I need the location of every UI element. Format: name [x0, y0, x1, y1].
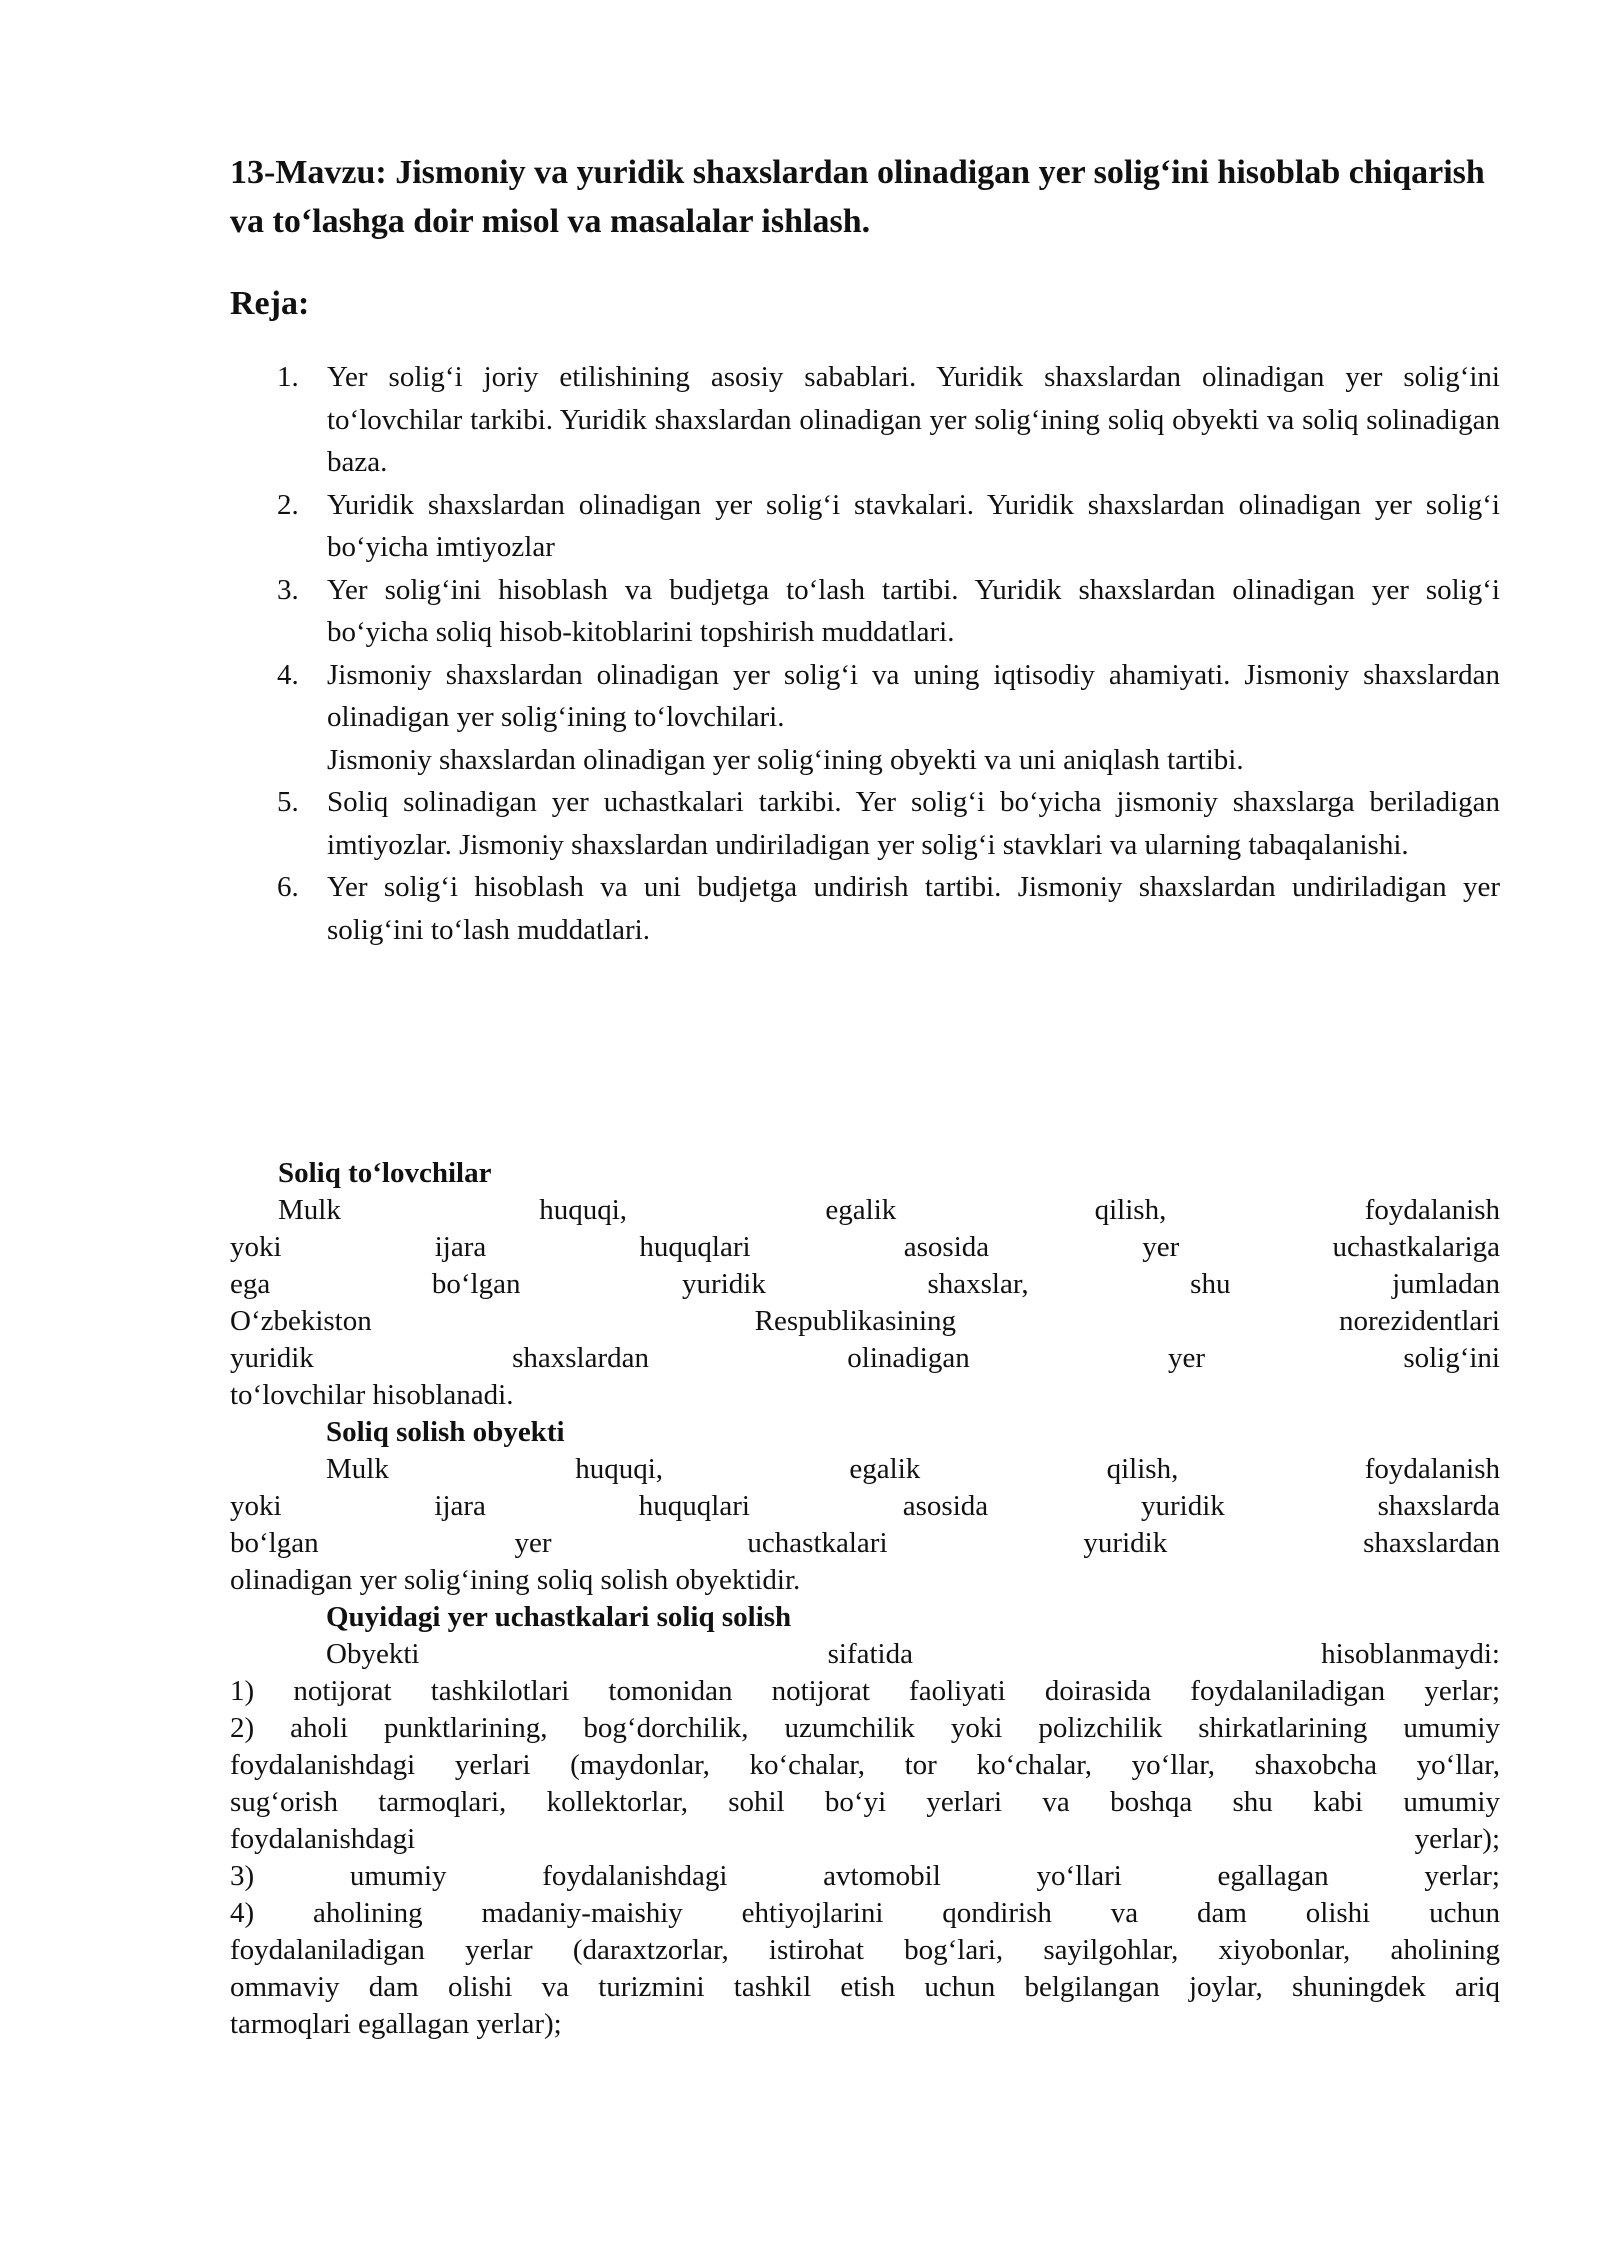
paragraph-line: 4) aholining madaniy-maishiy ehtiyojlarini qondirish va dam olishi uchun [230, 1897, 1500, 1929]
paragraph-line: sug‘orish tarmoqlari, kollektorlar, sohil bo‘yi yerlari va boshqa shu kabi umumiy [230, 1786, 1500, 1818]
plan-item-text: Yer solig‘i joriy etilishining asosiy sabablari. Yuridik shaxslardan olinadigan yer solig‘ini to‘lovchilar tarkibi. Yuridik shaxslardan olinadigan yer solig‘ining soliq obyekti va soliq solinadigan baza. [327, 361, 1500, 478]
plan-item-text: Jismoniy shaxslardan olinadigan yer solig‘i va uning iqtisodiy ahamiyati. Jismoniy shaxslardan olinadigan yer solig‘ining to‘lovchilari. [327, 658, 1500, 733]
paragraph-line: 1) notijorat tashkilotlari tomonidan notijorat faoliyati doirasida foydalaniladigan yerlar; [230, 1675, 1500, 1707]
paragraph-line: ega bo‘lgan yuridik shaxslar, shu jumladan [230, 1268, 1500, 1300]
paragraph-line: O‘zbekiston Respublikasining norezidentlari [230, 1305, 1500, 1337]
paragraph-line: foydalaniladigan yerlar (daraxtzorlar, istirohat bog‘lari, sayilgohlar, xiyobonlar, aholining [230, 1934, 1500, 1966]
plan-heading: Reja: [230, 285, 310, 322]
section-heading-exempt-land: Quyidagi yer uchastkalari soliq solish [326, 1601, 792, 1633]
plan-item-6 [230, 866, 1500, 951]
paragraph-line: olinadigan yer solig‘ining soliq solish obyektidir. [230, 1564, 801, 1596]
plan-item-number: 4. [277, 658, 299, 691]
paragraph-line: to‘lovchilar hisoblanadi. [230, 1379, 514, 1411]
plan-item-text: Yuridik shaxslardan olinadigan yer solig‘i stavkalari. Yuridik shaxslardan olinadigan yer solig‘i bo‘yicha imtiyozlar [327, 488, 1500, 563]
plan-item-text: Yer solig‘i hisoblash va uni budjetga undirish tartibi. Jismoniy shaxslardan undiriladigan yer solig‘ini to‘lash muddatlari. [327, 871, 1500, 946]
plan-item-number: 2. [277, 488, 299, 521]
section-heading-taxpayers: Soliq to‘lovchilar [278, 1157, 492, 1189]
plan-item-2 [230, 484, 1500, 569]
plan-item-number: 5. [277, 786, 299, 818]
paragraph-line: 2) aholi punktlarining, bog‘dorchilik, uzumchilik yoki polizchilik shirkatlarining umumiy [230, 1712, 1500, 1744]
plan-list [230, 356, 1500, 951]
paragraph-line: Mulk huquqi, egalik qilish, foydalanish [326, 1453, 1500, 1485]
paragraph-line: Mulk huquqi, egalik qilish, foydalanish [278, 1194, 1500, 1226]
paragraph-line: ommaviy dam olishi va turizmini tashkil etish uchun belgilangan joylar, shuningdek ariq [230, 1971, 1500, 2003]
paragraph-line: Obyekti sifatida hisoblanmaydi: [326, 1638, 1500, 1670]
paragraph-line: foydalanishdagi yerlari (maydonlar, ko‘chalar, tor ko‘chalar, yo‘llar, shaxobcha yo‘llar, [230, 1749, 1500, 1781]
paragraph-line: yoki ijara huquqlari asosida yer uchastkalariga [230, 1231, 1500, 1263]
plan-item-1 [230, 356, 1500, 484]
plan-item-text: Yer solig‘ini hisoblash va budjetga to‘lash tartibi. Yuridik shaxslardan olinadigan yer solig‘i bo‘yicha soliq hisob-kitoblarini topshirish muddatlari. [327, 573, 1500, 648]
paragraph-line: 3) umumiy foydalanishdagi avtomobil yo‘llari egallagan yerlar; [230, 1860, 1500, 1892]
plan-item-4-continuation: Jismoniy shaxslardan olinadigan yer solig‘ining obyekti va uni aniqlash tartibi. [327, 743, 1244, 776]
plan-item-text: Soliq solinadigan yer uchastkalari tarkibi. Yer solig‘i bo‘yicha jismoniy shaxslarga beriladigan imtiyozlar. Jismoniy shaxslardan undiriladigan yer solig‘i stavklari va ularning tabaqalanishi. [327, 786, 1500, 861]
body-text [230, 1155, 1500, 2043]
paragraph-line: yuridik shaxslardan olinadigan yer solig‘ini [230, 1342, 1500, 1374]
paragraph-line: tarmoqlari egallagan yerlar); [230, 2008, 562, 2040]
plan-item-number: 1. [277, 361, 299, 393]
plan-item-number: 3. [277, 573, 299, 606]
paragraph-line: yoki ijara huquqlari asosida yuridik shaxslarda [230, 1490, 1500, 1522]
page-title: 13-Mavzu: Jismoniy va yuridik shaxslardan olinadigan yer solig‘ini hisoblab chiqarish va to‘lashga doir misol va masalalar ishlash. [230, 154, 1485, 240]
plan-item-3 [230, 569, 1500, 654]
plan-item-4 [230, 654, 1500, 739]
plan-item-number: 6. [277, 871, 299, 903]
section-heading-tax-object: Soliq solish obyekti [326, 1416, 565, 1448]
paragraph-line: bo‘lgan yer uchastkalari yuridik shaxslardan [230, 1527, 1500, 1559]
paragraph-line: foydalanishdagi yerlar); [230, 1823, 1500, 1855]
plan-item-5 [230, 781, 1500, 866]
